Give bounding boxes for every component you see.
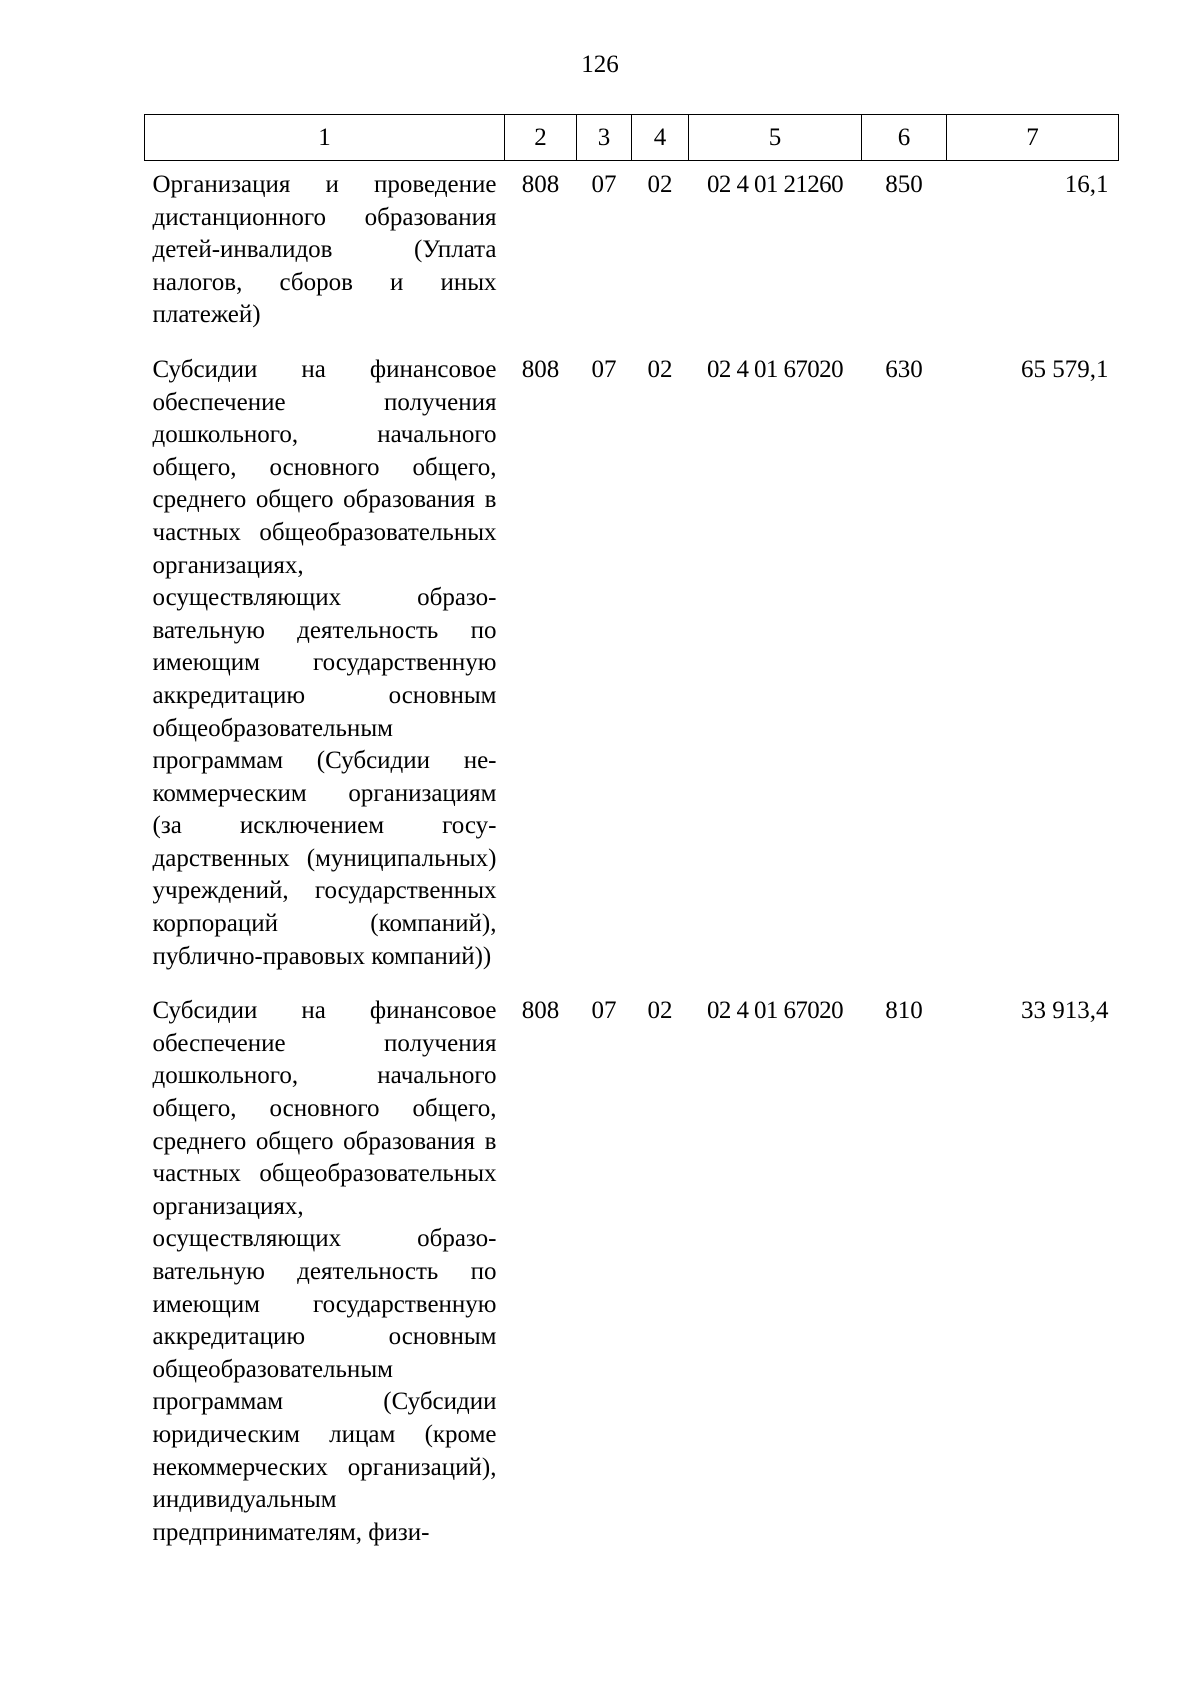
row-grbs-code: 808 <box>521 997 560 1025</box>
row-section-code: 07 <box>591 355 617 383</box>
header-col-6: 6 <box>862 115 947 161</box>
header-col-1: 1 <box>145 115 505 161</box>
table-body <box>145 161 1119 1564</box>
row-expense-type-code: 850 <box>885 171 923 198</box>
row-amount: 33 913,4 <box>1021 997 1109 1025</box>
row-amount: 65 579,1 <box>1021 355 1109 383</box>
header-row <box>145 115 1119 161</box>
row-subsection-code: 02 <box>647 171 673 198</box>
row-section-code: 07 <box>591 997 617 1025</box>
row-amount: 16,1 <box>1064 171 1109 198</box>
table-row <box>145 987 1119 1563</box>
row-grbs-code: 808 <box>521 355 560 383</box>
table-row <box>145 346 1119 987</box>
row-target-article-code: 02 4 01 21260 <box>707 171 843 198</box>
row-target-article-code: 02 4 01 67020 <box>707 355 843 383</box>
row-description: Субсидии на финансовое обеспечение получения дошкольного, начального общего, основного общего, среднего общего образования в частных общеобразовательных организациях, осуществляющих образовательную деятельность по имеющим государственную аккредитацию основным общеобразовательным программам (Субсидии юридическим лицам (кроме некоммерческих организаций), индивидуальным предпринимателям, физи- <box>152 997 497 1546</box>
row-target-article-code: 02 4 01 67020 <box>707 997 843 1025</box>
header-col-3: 3 <box>577 115 632 161</box>
row-grbs-code: 808 <box>521 171 560 198</box>
row-description: Организация и проведение дистанционного образования детей-инвалидов (Уплата налогов, сборов и иных платежей) <box>152 171 497 329</box>
table-header <box>145 115 1119 161</box>
header-col-7: 7 <box>947 115 1119 161</box>
table-row <box>145 161 1119 346</box>
budget-table <box>144 114 1119 1563</box>
row-subsection-code: 02 <box>647 997 673 1025</box>
row-section-code: 07 <box>591 171 617 198</box>
page-number: 126 <box>581 51 619 78</box>
header-col-5: 5 <box>689 115 862 161</box>
row-subsection-code: 02 <box>647 355 673 383</box>
row-expense-type-code: 810 <box>885 997 923 1025</box>
header-col-4: 4 <box>632 115 689 161</box>
header-col-2: 2 <box>505 115 577 161</box>
row-expense-type-code: 630 <box>885 355 923 383</box>
row-description: Субсидии на финансовое обеспечение получения дошкольного, начального общего, основного общего, среднего общего образования в частных общеобразовательных организациях, осуществляющих образовательную деятельность по имеющим государственную аккредитацию основным общеобразовательным программам (Субсидии некоммерческим организациям (за исключением государственных (муниципальных) учреждений, государственных корпораций (компаний), публично-правовых компаний)) <box>152 355 497 970</box>
